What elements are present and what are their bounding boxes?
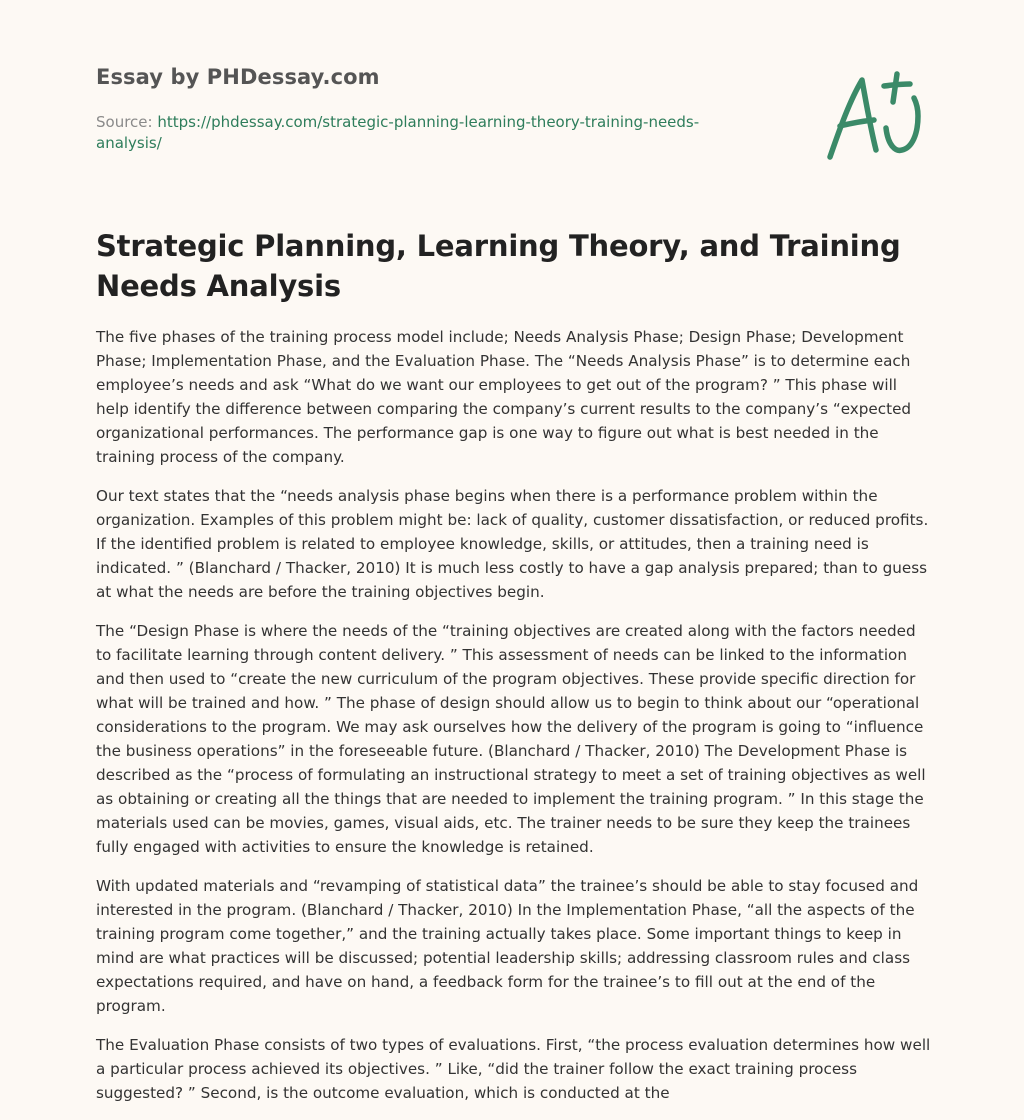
paragraph: Our text states that the “needs analysis phase begins when there is a performance problem within the organization. Examples of this problem might be: lack of quality, customer dissatisfaction, or reduced profits. If the identified problem is related to employee knowledge, skills, or attitudes, then a training need is indicated. ” (Blanchard / Thacker, 2010) It is much less costly to have a gap analysis prepared; than to guess at what the needs are before the training objectives begin.	[96, 487, 929, 601]
paragraph: The “Design Phase is where the needs of the “training objectives are created along with the factors needed to facilitate learning through content delivery. ” This assessment of needs can be linked to the information and then used to “create the new curriculum of the program objectives. These provide specific direction for what will be trained and how. ” The phase of design should allow us to begin to think about our “operational considerations to the program. We may ask ourselves how the delivery of the program is going to “influence the business operations” in the foreseeable future. (Blanchard / Thacker, 2010) The Development Phase is described as the “process of formulating an instructional strategy to meet a set of training objectives as well as obtaining or creating all the things that are needed to implement the training program. ” In this stage the materials used can be movies, games, visual aids, etc. The trainer needs to be sure they keep the trainees fully engaged with activities to ensure the knowledge is retained.	[96, 622, 926, 856]
paragraph: The Evaluation Phase consists of two types of evaluations. First, “the process evaluation determines how well a particular process achieved its objectives. ” Like, “did the trainer follow the exact training process suggested? ” Second, is the outcome evaluation, which is conducted at the	[96, 1036, 931, 1102]
source-line	[96, 112, 736, 154]
a-plus-icon	[826, 68, 928, 164]
site-brand: Essay by PHDessay.com	[96, 65, 380, 89]
article-title: Strategic Planning, Learning Theory, and Training Needs Analysis	[96, 229, 901, 303]
source-label: Source:	[96, 113, 158, 131]
paragraph: The five phases of the training process model include; Needs Analysis Phase; Design Phase; Development Phase; Implementation Phase, and the Evaluation Phase. The “Needs Analysis Phase” is to determine each employee’s needs and ask “What do we want our employees to get out of the program? ” This phase will help identify the difference between comparing the company’s current results to the company’s “expected organizational performances. The performance gap is one way to figure out what is best needed in the training process of the company.	[96, 328, 912, 466]
source-link[interactable]: https://phdessay.com/strategic-planning-learning-theory-training-needs-analysis/	[96, 113, 700, 152]
paragraph: With updated materials and “revamping of statistical data” the trainee’s should be able to stay focused and interested in the program. (Blanchard / Thacker, 2010) In the Implementation Phase, “all the aspects of the training program come together,” and the training actually takes place. Some important things to keep in mind are what practices will be discussed; potential leadership skills; addressing classroom rules and class expectations required, and have on hand, a feedback form for the trainee’s to fill out at the end of the program.	[96, 877, 919, 1015]
article-body	[96, 325, 934, 1120]
